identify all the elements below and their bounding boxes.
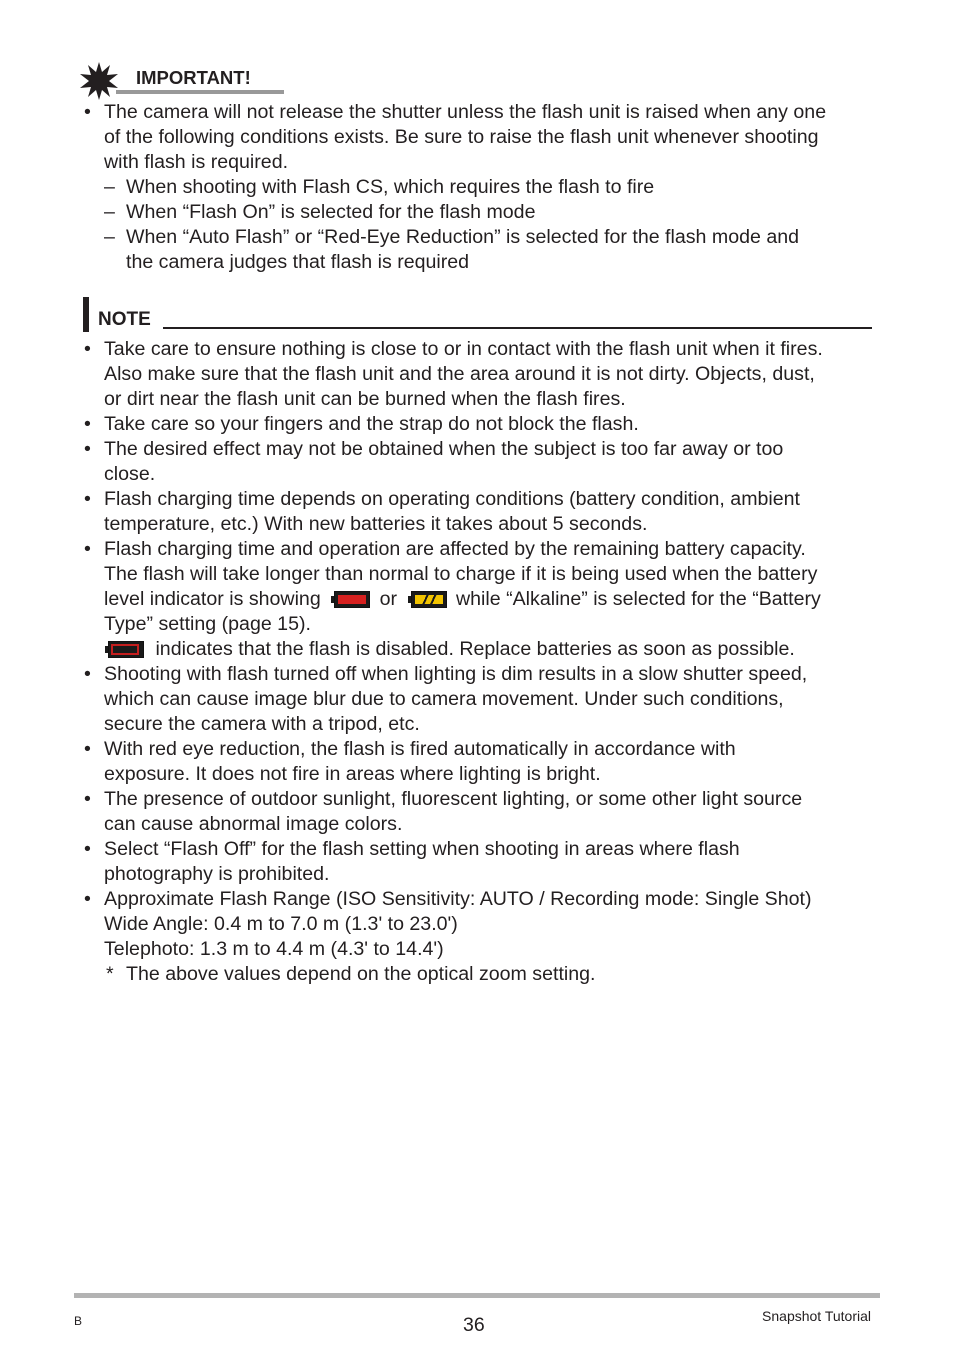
- note-rule: [163, 327, 872, 329]
- bullet: •: [84, 488, 91, 510]
- note-line: Type” setting (page 15).: [104, 613, 311, 635]
- footnote: The above values depend on the optical zoom setting.: [126, 963, 596, 985]
- note-line: which can cause image blur due to camera movement. Under such conditions,: [104, 688, 784, 710]
- note-line: or dirt near the flash unit can be burned when the flash fires.: [104, 388, 626, 410]
- important-sub-item: When shooting with Flash CS, which requires the flash to fire: [126, 176, 655, 198]
- battery-low-yellow-icon: [411, 591, 447, 608]
- bullet: •: [84, 101, 91, 123]
- bullet: •: [84, 838, 91, 860]
- note-line: exposure. It does not fire in areas where lighting is bright.: [104, 763, 601, 785]
- note-line: The desired effect may not be obtained when the subject is too far away or too: [104, 438, 784, 460]
- note-line: photography is prohibited.: [104, 863, 330, 885]
- note-line: temperature, etc.) With new batteries it takes about 5 seconds.: [104, 513, 648, 535]
- note-bar: [83, 297, 89, 332]
- note-line: can cause abnormal image colors.: [104, 813, 403, 835]
- flash-disabled-line: [104, 637, 795, 662]
- important-sub-item: the camera judges that flash is required: [126, 251, 470, 273]
- bullet: •: [84, 788, 91, 810]
- note-label: NOTE: [98, 309, 151, 330]
- note-line: Telephoto: 1.3 m to 4.4 m (4.3' to 14.4'): [104, 938, 444, 960]
- important-sub-item: When “Auto Flash” or “Red-Eye Reduction” is selected for the flash mode and: [126, 226, 800, 248]
- bullet: •: [84, 538, 91, 560]
- note-line: With red eye reduction, the flash is fired automatically in accordance with: [104, 738, 736, 760]
- bullet: •: [84, 738, 91, 760]
- footnote-mark: *: [106, 963, 114, 985]
- battery-low-red-icon: [334, 591, 370, 608]
- note-line-part: indicates that the flash is disabled. Replace batteries as soon as possible.: [155, 638, 795, 660]
- note-line: Take care to ensure nothing is close to or in contact with the flash unit when it fires.: [104, 338, 823, 360]
- bullet: •: [84, 413, 91, 435]
- bullet: •: [84, 663, 91, 685]
- battery-empty-icon: [108, 641, 144, 658]
- note-line: close.: [104, 463, 156, 485]
- page-number: 36: [463, 1314, 485, 1336]
- dash: –: [104, 201, 115, 223]
- footer-left-mark: B: [74, 1314, 83, 1328]
- bullet: •: [84, 888, 91, 910]
- important-sub-item: When “Flash On” is selected for the flash mode: [126, 201, 536, 223]
- note-line-part: or: [379, 588, 398, 610]
- important-rule: [116, 90, 284, 94]
- note-line: Flash charging time depends on operating conditions (battery condition, ambient: [104, 488, 800, 510]
- important-label: IMPORTANT!: [136, 67, 251, 88]
- important-line: with flash is required.: [104, 151, 289, 173]
- note-line: Flash charging time and operation are affected by the remaining battery capacity.: [104, 538, 806, 560]
- note-line: Take care so your fingers and the strap do not block the flash.: [104, 413, 639, 435]
- note-line: Approximate Flash Range (ISO Sensitivity: AUTO / Recording mode: Single Shot): [104, 888, 812, 910]
- important-line: of the following conditions exists. Be sure to raise the flash unit whenever shooting: [104, 126, 819, 148]
- bullet: •: [84, 338, 91, 360]
- important-line: The camera will not release the shutter unless the flash unit is raised when any one: [104, 101, 827, 123]
- note-line: The flash will take longer than normal to charge if it is being used when the battery: [104, 563, 818, 585]
- note-line: Select “Flash Off” for the flash setting when shooting in areas where flash: [104, 838, 740, 860]
- note-line: Shooting with flash turned off when lighting is dim results in a slow shutter speed,: [104, 663, 808, 685]
- note-line: Also make sure that the flash unit and the area around it is not dirty. Objects, dust,: [104, 363, 815, 385]
- dash: –: [104, 226, 115, 248]
- note-line: The presence of outdoor sunlight, fluorescent lighting, or some other light source: [104, 788, 803, 810]
- burst-star-icon: [80, 62, 118, 100]
- dash: –: [104, 176, 115, 198]
- battery-indicator-line: [104, 587, 821, 612]
- important-heading: [80, 62, 285, 96]
- note-line-part: level indicator is showing: [104, 588, 321, 610]
- note-line-part: while “Alkaline” is selected for the “Battery: [455, 588, 821, 610]
- note-line: Wide Angle: 0.4 m to 7.0 m (1.3' to 23.0'): [104, 913, 458, 935]
- footer-rule: [74, 1293, 880, 1298]
- section-title: Snapshot Tutorial: [762, 1308, 871, 1324]
- note-line: secure the camera with a tripod, etc.: [104, 713, 420, 735]
- bullet: •: [84, 438, 91, 460]
